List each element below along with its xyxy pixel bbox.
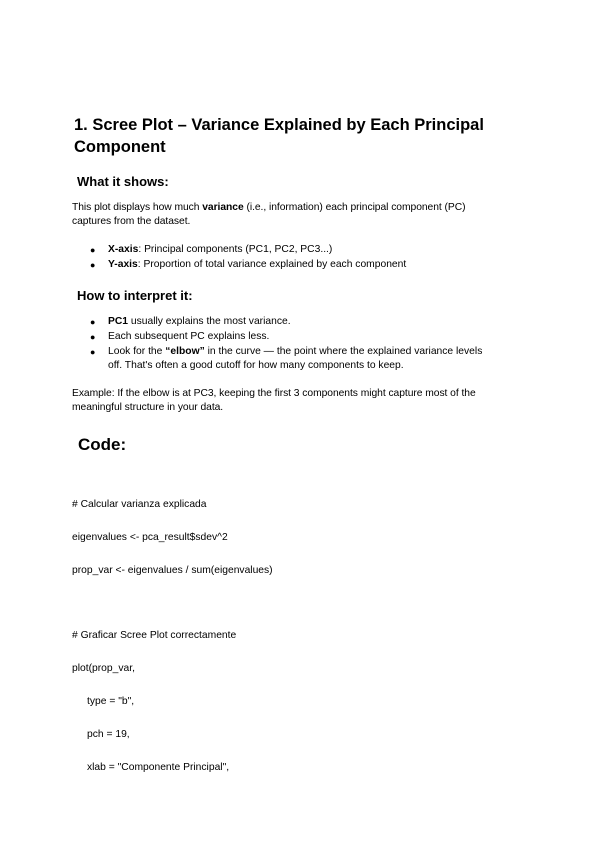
example-line1: Example: If the elbow is at PC3, keeping the first 3 components might capture most of the <box>72 388 476 399</box>
bullet-icon: ● <box>90 245 96 255</box>
list-item-text <box>108 345 482 359</box>
list-item-text: Each subsequent PC explains less. <box>108 331 270 342</box>
bullet-icon: ● <box>90 317 96 327</box>
list-item-rest: : Proportion of total variance explained by each component <box>137 259 407 270</box>
what-it-shows-heading: What it shows: <box>77 174 169 189</box>
what-it-shows-paragraph-line1 <box>72 201 465 215</box>
code-line: # Graficar Scree Plot correctamente <box>72 630 237 641</box>
list-item-rest: : Principal components (PC1, PC2, PC3...) <box>138 244 333 255</box>
code-line: xlab = "Componente Principal", <box>87 762 230 773</box>
para-text-bold: variance <box>202 202 244 213</box>
para-text-post: (i.e., information) each principal component (PC) <box>243 202 466 213</box>
bullet-icon: ● <box>90 332 96 342</box>
section-title-line2: Component <box>74 138 166 156</box>
list-item-text <box>108 243 332 257</box>
list-item-text: off. That's often a good cutoff for how many components to keep. <box>108 360 404 371</box>
code-line: type = "b", <box>87 696 135 707</box>
code-heading: Code: <box>78 435 127 454</box>
list-item-bold: Y-axis <box>108 259 138 270</box>
list-item-rest: in the curve — the point where the explained variance levels <box>204 346 483 357</box>
list-item-text <box>108 258 406 272</box>
list-item-bold: PC1 <box>108 316 129 327</box>
list-item-pre: Look for the <box>108 346 166 357</box>
example-line2: meaningful structure in your data. <box>72 402 224 413</box>
list-item-rest: usually explains the most variance. <box>128 316 291 327</box>
code-line: # Calcular varianza explicada <box>72 499 207 510</box>
list-item-bold: “elbow” <box>165 346 205 357</box>
code-line: eigenvalues <- pca_result$sdev^2 <box>72 532 228 543</box>
bullet-icon: ● <box>90 260 96 270</box>
code-line: prop_var <- eigenvalues / sum(eigenvalues) <box>72 565 273 576</box>
what-it-shows-paragraph-line2: captures from the dataset. <box>72 216 191 227</box>
list-item-text <box>108 315 291 329</box>
list-item-bold: X-axis <box>108 244 139 255</box>
code-line: plot(prop_var, <box>72 663 135 674</box>
how-to-interpret-heading: How to interpret it: <box>77 288 193 303</box>
section-title-line1: 1. Scree Plot – Variance Explained by Each Principal <box>74 116 484 134</box>
code-line: pch = 19, <box>87 729 130 740</box>
bullet-icon: ● <box>90 347 96 357</box>
para-text-pre: This plot displays how much <box>72 202 203 213</box>
